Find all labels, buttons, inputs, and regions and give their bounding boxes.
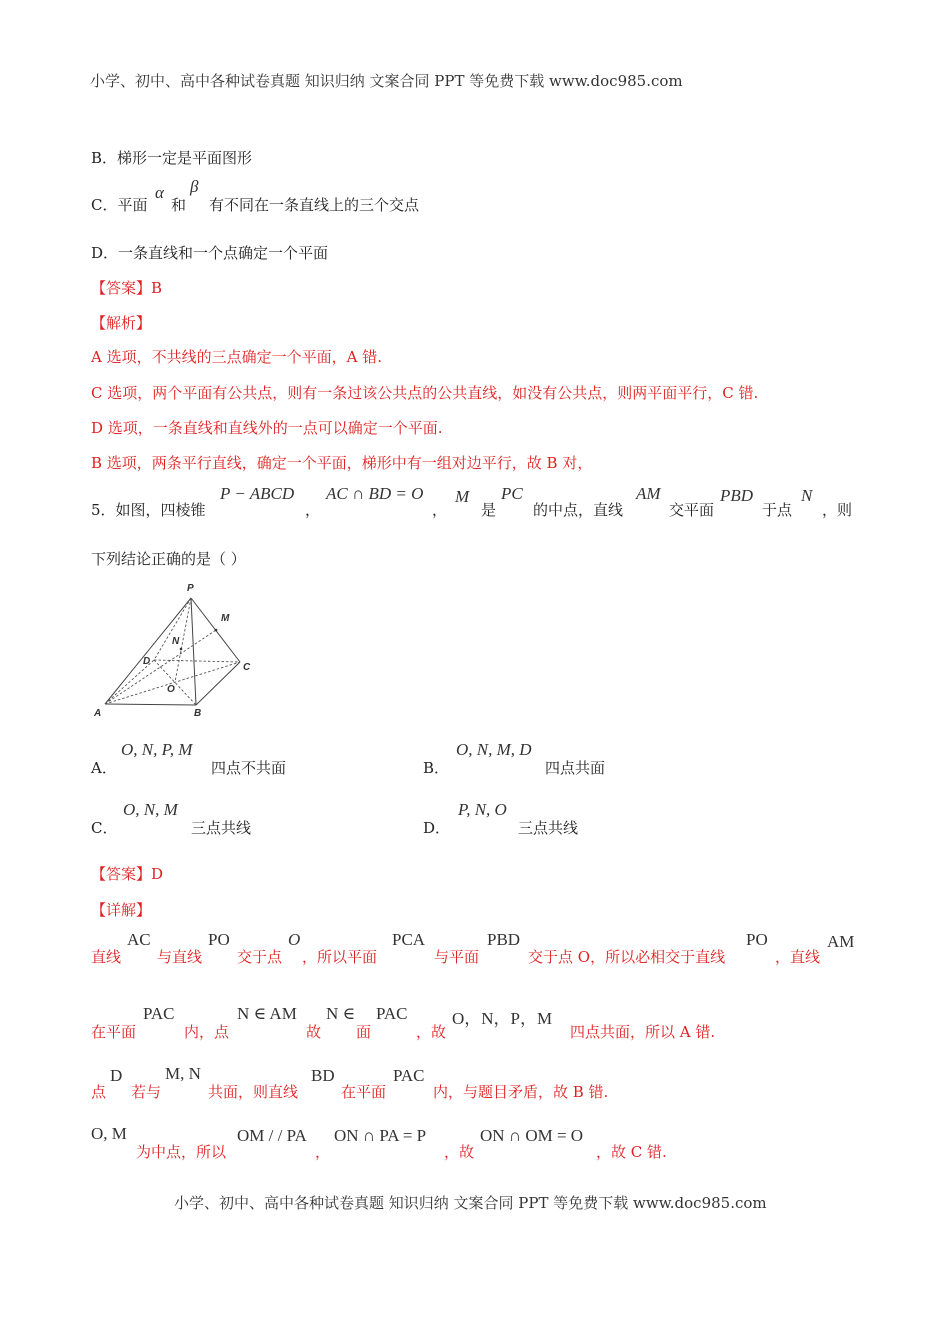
label-n: N — [172, 636, 180, 647]
d2-text: 四点共面，所以 A 错. — [570, 1023, 716, 1041]
d1-text: ，所以平面 — [302, 948, 378, 966]
q4-option-c-alpha: α — [155, 183, 164, 202]
d3-math: BD — [311, 1066, 335, 1085]
d1-text: 交于点 — [237, 948, 283, 966]
q5-math-pbd: PBD — [720, 486, 754, 505]
d2-text: 在平面 — [91, 1023, 137, 1041]
q4-option-c-and: 和 — [171, 196, 187, 214]
d1-text: 直线 — [91, 948, 122, 966]
q5-text-cross-plane: 交平面 — [669, 501, 715, 519]
d1-text: 与直线 — [157, 948, 203, 966]
edge-pb — [191, 598, 196, 705]
edge-dc-hidden — [154, 660, 240, 662]
d1-math: O — [288, 930, 301, 949]
page-footer: 小学、初中、高中各种试卷真题 知识归纳 文案合同 PPT 等免费下载 www.doc985.com — [174, 1194, 767, 1212]
q5-option-b-text: 四点共面 — [545, 759, 606, 777]
q5-answer: 【答案】D — [91, 865, 164, 883]
q4-option-c-rest: 有不同在一条直线上的三个交点 — [209, 196, 420, 214]
d1-math: PBD — [487, 930, 521, 949]
d3-text: 共面，则直线 — [208, 1083, 299, 1101]
d2-math: O，N，P，M — [452, 1009, 553, 1028]
q5-math-pc: PC — [501, 484, 523, 503]
d1-math: PCA — [392, 930, 426, 949]
d4-text: 为中点，所以 — [136, 1143, 227, 1161]
q5-comma: ， — [432, 501, 448, 519]
q5-stem-line2: 下列结论正确的是（ ） — [91, 550, 246, 568]
q5-stem-prefix: 5．如图，四棱锥 — [91, 501, 206, 519]
q4-analysis-line: C 选项，两个平面有公共点，则有一条过该公共点的公共直线，如没有公共点，则两平面平行，C 错. — [91, 384, 759, 402]
label-d: D — [143, 656, 151, 667]
d3-math: D — [110, 1066, 123, 1085]
d4-text: ，故 — [444, 1143, 475, 1161]
q4-analysis-line: B 选项，两条平行直线，确定一个平面，梯形中有一组对边平行，故 B 对， — [91, 454, 593, 472]
q5-math-m: M — [455, 487, 470, 506]
d1-math: PO — [746, 930, 768, 949]
d3-text: 在平面 — [341, 1083, 387, 1101]
d2-math: PAC — [376, 1004, 408, 1023]
d1-math: AC — [127, 930, 151, 949]
q5-option-c-math: O, N, M — [123, 800, 178, 819]
q4-analysis-line: A 选项，不共线的三点确定一个平面，A 错. — [91, 348, 382, 366]
d2-math: N ∈ AM — [237, 1004, 297, 1023]
q5-math-intersection: AC ∩ BD = O — [326, 484, 424, 503]
label-c: C — [243, 662, 251, 673]
q5-option-a-text: 四点不共面 — [211, 759, 287, 777]
q5-text-at-point: 于点 — [762, 501, 793, 519]
edge-pa — [105, 598, 191, 704]
q4-analysis-title: 【解析】 — [91, 314, 152, 332]
label-o: O — [167, 684, 175, 695]
d3-text: 内，与题目矛盾，故 B 错. — [433, 1083, 609, 1101]
d4-text: ，故 C 错. — [596, 1143, 667, 1161]
q5-comma: ， — [305, 501, 321, 519]
d2-text: 面 — [356, 1023, 372, 1041]
q4-analysis-line: D 选项，一条直线和直线外的一点可以确定一个平面. — [91, 419, 443, 437]
label-a: A — [94, 708, 102, 719]
page-header: 小学、初中、高中各种试卷真题 知识归纳 文案合同 PPT 等免费下载 www.doc985.com — [90, 72, 683, 90]
q4-option-c-beta: β — [190, 177, 199, 196]
q4-option-b: B．梯形一定是平面图形 — [91, 149, 253, 167]
d2-text: ，故 — [416, 1023, 447, 1041]
q4-option-c-prefix: C．平面 — [91, 196, 148, 214]
q5-math-am: AM — [636, 484, 661, 503]
label-m: M — [221, 613, 230, 624]
diagonal-ac — [105, 662, 240, 704]
point-m — [215, 629, 218, 632]
q5-text-midpoint: 的中点，直线 — [533, 501, 624, 519]
d4-text: ， — [315, 1143, 331, 1161]
q5-option-d-math: P, N, O — [458, 800, 507, 819]
label-b: B — [194, 708, 202, 719]
q5-text-is: 是 — [481, 501, 497, 519]
d4-math: OM / / PA — [237, 1126, 307, 1145]
d1-text: 与平面 — [434, 948, 480, 966]
q5-math-n: N — [801, 486, 813, 505]
d1-math: PO — [208, 930, 230, 949]
d1-text: 交于点 O，所以必相交于直线 — [528, 948, 726, 966]
d2-math: N ∈ — [326, 1004, 356, 1023]
q5-option-d-text: 三点共线 — [518, 819, 579, 837]
d3-math: PAC — [393, 1066, 425, 1085]
q5-option-b-math: O, N, M, D — [456, 740, 532, 759]
d4-math: ON ∩ PA = P — [334, 1126, 427, 1145]
q4-answer: 【答案】B — [91, 279, 163, 297]
q5-option-b-label: B． — [423, 759, 450, 777]
q5-option-a-label: A． — [91, 759, 117, 777]
d4-math: ON ∩ OM = O — [480, 1126, 584, 1145]
q5-text-then: ，则 — [822, 501, 853, 519]
d3-math: M, N — [165, 1064, 201, 1083]
edge-ab — [105, 704, 196, 705]
q5-option-c-label: C． — [91, 819, 118, 837]
d2-text: 内，点 — [184, 1023, 230, 1041]
q5-option-a-math: O, N, P, M — [121, 740, 193, 759]
d1-text: ，直线 — [775, 948, 821, 966]
d3-text: 点 — [91, 1083, 107, 1101]
q5-option-d-label: D． — [423, 819, 451, 837]
d2-math: PAC — [143, 1004, 175, 1023]
point-n — [180, 648, 183, 651]
q5-math-pyramid: P − ABCD — [220, 484, 295, 503]
d3-text: 若与 — [131, 1083, 162, 1101]
label-p: P — [187, 583, 194, 594]
d1-math: AM — [827, 932, 855, 951]
q5-option-c-text: 三点共线 — [191, 819, 252, 837]
q4-option-d: D．一条直线和一个点确定一个平面 — [91, 244, 329, 262]
d2-text: 故 — [306, 1023, 322, 1041]
pyramid-figure — [90, 578, 260, 720]
d4-math: O, M — [91, 1124, 127, 1143]
q5-detail-title: 【详解】 — [91, 901, 152, 919]
